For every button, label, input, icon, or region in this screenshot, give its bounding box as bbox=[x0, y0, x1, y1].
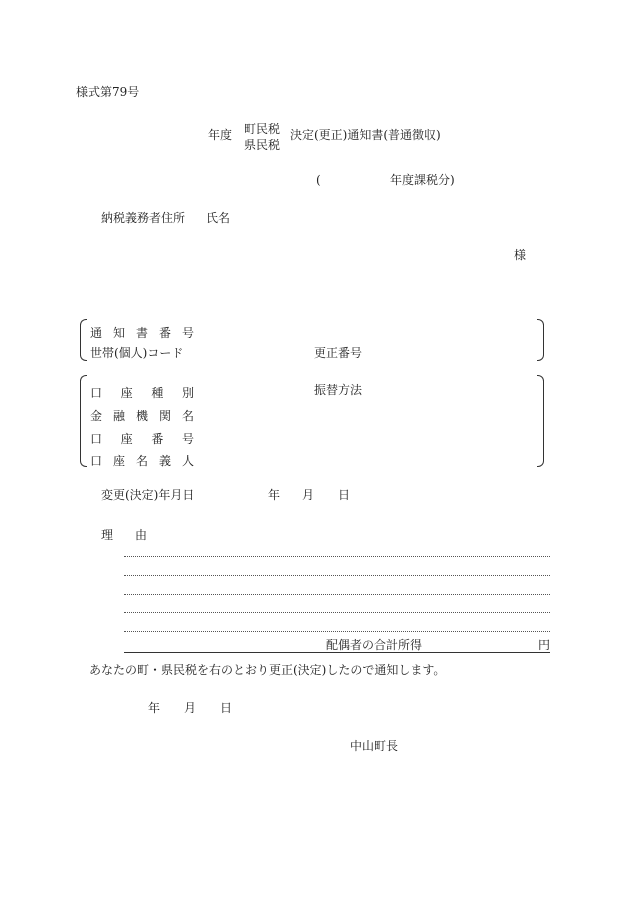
char: 番 bbox=[151, 432, 164, 446]
char: 号 bbox=[181, 432, 194, 446]
box1-left-bracket bbox=[80, 319, 87, 361]
char: 種 bbox=[151, 386, 164, 400]
spouse-income-underline bbox=[124, 652, 550, 653]
char: 人 bbox=[181, 454, 194, 468]
notice-number-label bbox=[90, 324, 194, 341]
char: 口 bbox=[90, 386, 103, 400]
header-year-tax-portion: 年度課税分) bbox=[390, 173, 455, 187]
spouse-income-label: 配偶者の合計所得 bbox=[326, 638, 423, 652]
char: 座 bbox=[120, 386, 133, 400]
change-date-year: 年 bbox=[268, 488, 281, 502]
reason-line bbox=[124, 612, 550, 613]
household-code-label: 世帯(個人)コード bbox=[90, 346, 184, 360]
header-title: 決定(更正)通知書(普通徴収) bbox=[290, 128, 441, 142]
char: 融 bbox=[112, 409, 125, 423]
box2-right-bracket bbox=[537, 375, 544, 467]
notice-statement: あなたの町・県民税を右のとおり更正(決定)したので通知します。 bbox=[89, 663, 446, 677]
char: 口 bbox=[90, 454, 103, 468]
char: 理 bbox=[101, 528, 114, 542]
issue-date-year: 年 bbox=[148, 701, 161, 715]
honorific: 様 bbox=[514, 248, 527, 262]
header-year-label: 年度 bbox=[208, 128, 233, 142]
transfer-method-label: 振替方法 bbox=[314, 383, 363, 397]
reason-line bbox=[124, 575, 550, 576]
reason-line bbox=[124, 631, 550, 632]
header-paren-open: ( bbox=[316, 173, 321, 187]
header-tax-type bbox=[244, 121, 280, 153]
char: 号 bbox=[181, 326, 194, 340]
yen-unit: 円 bbox=[538, 638, 551, 652]
char: 義 bbox=[158, 454, 171, 468]
char: 座 bbox=[112, 454, 125, 468]
change-date-month: 月 bbox=[302, 488, 315, 502]
issue-date-month: 月 bbox=[184, 701, 197, 715]
tax-line-town: 町民税 bbox=[244, 122, 281, 136]
char: 関 bbox=[158, 409, 171, 423]
char: 名 bbox=[181, 409, 194, 423]
tax-line-prefecture: 県民税 bbox=[244, 138, 281, 153]
bank-name-label bbox=[90, 407, 194, 424]
account-type-label bbox=[90, 384, 194, 401]
char: 機 bbox=[135, 409, 148, 423]
revision-number-label: 更正番号 bbox=[314, 346, 363, 360]
char: 別 bbox=[181, 386, 194, 400]
reason-line bbox=[124, 556, 550, 557]
char: 口 bbox=[90, 432, 103, 446]
char: 知 bbox=[112, 326, 125, 340]
change-date-day: 日 bbox=[338, 488, 351, 502]
account-holder-label bbox=[90, 452, 194, 469]
taxpayer-name-label: 氏名 bbox=[206, 211, 231, 225]
reason-label bbox=[101, 526, 147, 543]
issuer-name: 中山町長 bbox=[350, 739, 399, 753]
char: 座 bbox=[120, 432, 133, 446]
account-number-label bbox=[90, 430, 194, 447]
form-number: 様式第79号 bbox=[76, 85, 140, 99]
char: 番 bbox=[158, 326, 171, 340]
taxpayer-address-label: 納税義務者住所 bbox=[101, 211, 186, 225]
char: 金 bbox=[90, 409, 103, 423]
box2-left-bracket bbox=[80, 375, 87, 467]
issue-date-day: 日 bbox=[220, 701, 233, 715]
char: 書 bbox=[135, 326, 148, 340]
box1-right-bracket bbox=[537, 319, 544, 361]
reason-line bbox=[124, 594, 550, 595]
change-date-label: 変更(決定)年月日 bbox=[101, 488, 195, 502]
char: 名 bbox=[135, 454, 148, 468]
char: 由 bbox=[134, 528, 147, 542]
char: 通 bbox=[90, 326, 103, 340]
